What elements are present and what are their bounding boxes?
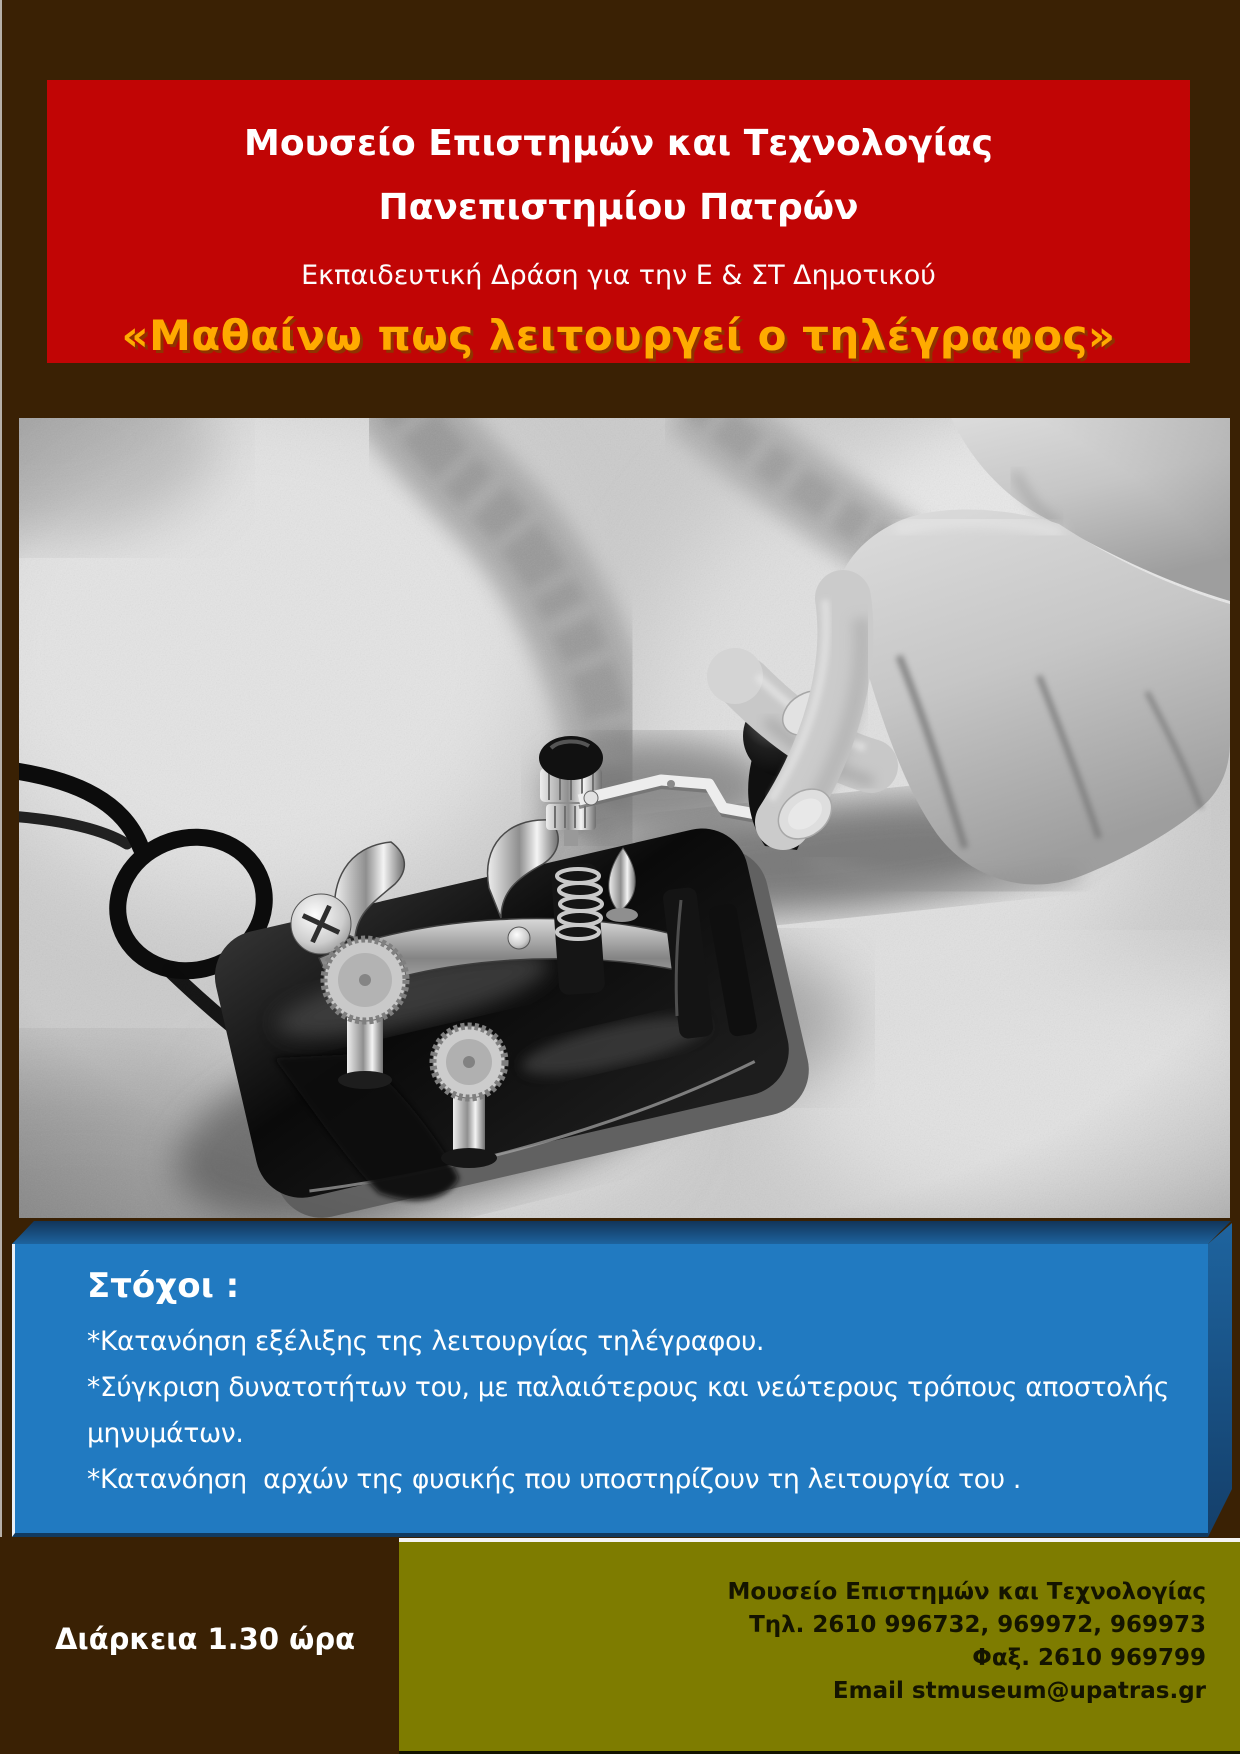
objectives-box-top-face bbox=[12, 1221, 1231, 1244]
banner-subtitle: Εκπαιδευτική Δράση για την Ε & ΣΤ Δημοτικού bbox=[301, 260, 936, 291]
page-edge-line bbox=[0, 0, 2, 1537]
activity-title: «Μαθαίνω πως λειτουργεί ο τηλέγραφος» bbox=[121, 311, 1116, 360]
objective-line: μηνυμάτων. bbox=[87, 1418, 244, 1450]
contact-email: Email stmuseum@upatras.gr bbox=[832, 1678, 1206, 1704]
objective-line: *Κατανόηση αρχών της φυσικής που υποστηρίζουν τη λειτουργία του . bbox=[87, 1464, 1021, 1496]
header-banner bbox=[47, 80, 1190, 363]
museum-title-line1: Μουσείο Επιστημών και Τεχνολογίας bbox=[244, 123, 993, 164]
contact-panel bbox=[399, 1538, 1240, 1754]
contact-fax: Φαξ. 2610 969799 bbox=[972, 1645, 1206, 1671]
objectives-box-right-face bbox=[1208, 1221, 1232, 1537]
objective-line: *Σύγκριση δυνατοτήτων του, με παλαιότερους και νεώτερους τρόπους αποστολής bbox=[87, 1372, 1170, 1404]
contact-phone: Τηλ. 2610 996732, 969972, 969973 bbox=[749, 1612, 1206, 1638]
objectives-panel bbox=[12, 1244, 1208, 1537]
photo-vignette bbox=[19, 418, 1230, 1218]
contact-museum-name: Μουσείο Επιστημών και Τεχνολογίας bbox=[727, 1579, 1206, 1605]
duration-label: Διάρκεια 1.30 ώρα bbox=[54, 1622, 356, 1656]
museum-title-line2: Πανεπιστημίου Πατρών bbox=[378, 187, 859, 228]
telegraph-key-photo bbox=[19, 418, 1230, 1218]
objectives-heading: Στόχοι : bbox=[87, 1266, 240, 1306]
objective-line: *Κατανόηση εξέλιξης της λειτουργίας τηλέγραφου. bbox=[87, 1326, 765, 1358]
